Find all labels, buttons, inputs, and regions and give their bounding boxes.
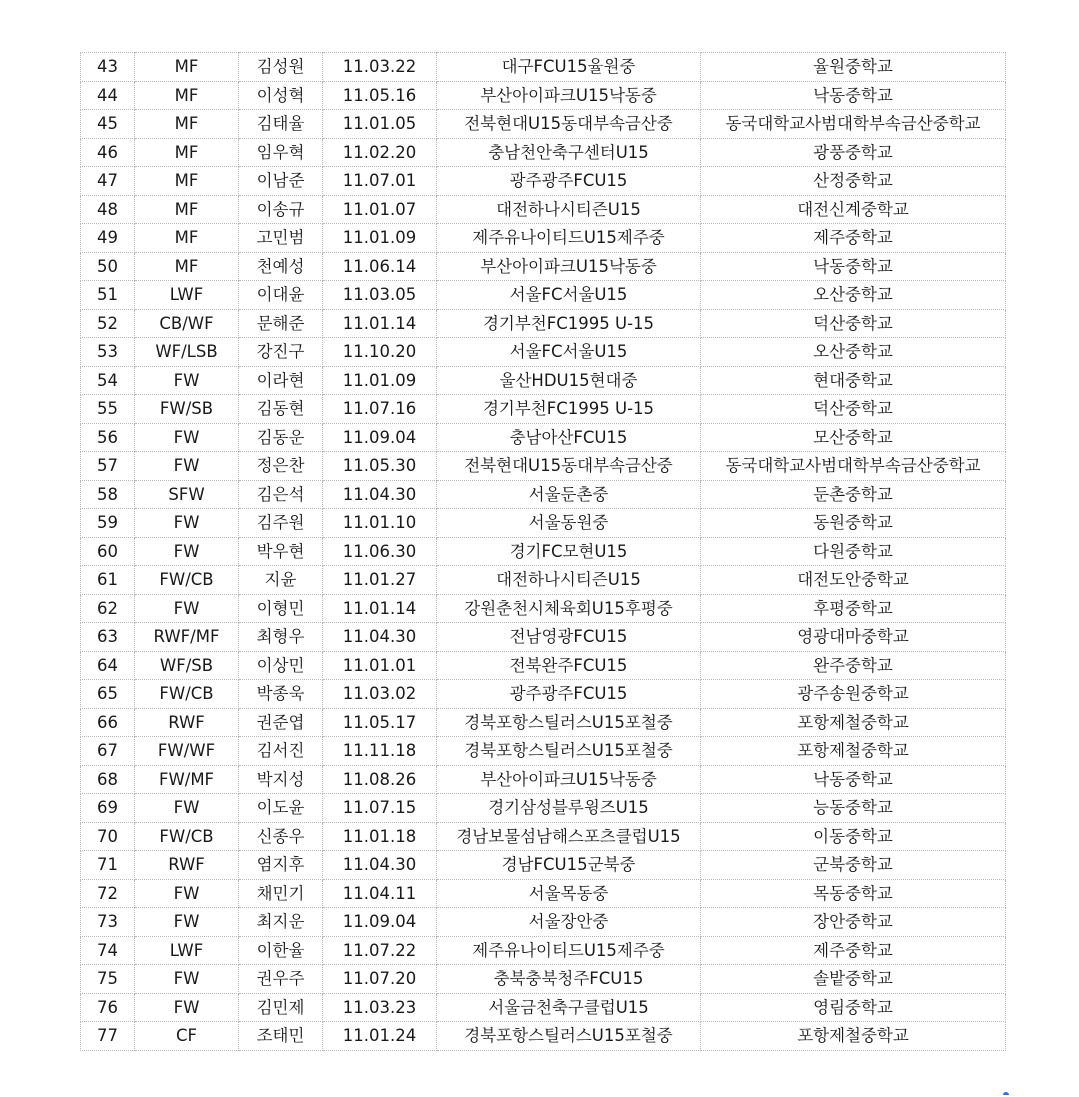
player-name-cell: 정은찬 [239,452,323,481]
player-school-cell: 대전도안중학교 [701,566,1006,595]
player-school-cell: 제주중학교 [701,224,1006,253]
table-row [81,794,1006,823]
table-row [81,708,1006,737]
table-row [81,395,1006,424]
player-name-cell: 김동운 [239,423,323,452]
player-position-cell: FW [135,965,239,994]
player-position-cell: RWF [135,708,239,737]
player-name-cell: 임우혁 [239,138,323,167]
player-position-cell: FW [135,794,239,823]
player-name-cell: 이송규 [239,195,323,224]
player-position-cell: SFW [135,480,239,509]
table-row [81,651,1006,680]
player-name-cell: 채민기 [239,879,323,908]
player-team-cell: 경북포항스틸러스U15포철중 [437,708,701,737]
player-number-cell: 43 [81,53,135,82]
player-position-cell: MF [135,138,239,167]
player-birthdate-cell: 11.07.01 [323,167,437,196]
player-birthdate-cell: 11.04.30 [323,480,437,509]
player-birthdate-cell: 11.02.20 [323,138,437,167]
player-number-cell: 49 [81,224,135,253]
table-row [81,737,1006,766]
player-birthdate-cell: 11.04.30 [323,851,437,880]
player-name-cell: 이형민 [239,594,323,623]
player-name-cell: 김태율 [239,110,323,139]
player-position-cell: MF [135,224,239,253]
player-name-cell: 고민범 [239,224,323,253]
player-name-cell: 최지운 [239,908,323,937]
player-position-cell: FW [135,879,239,908]
table-row [81,965,1006,994]
player-team-cell: 울산HDU15현대중 [437,366,701,395]
player-team-cell: 경북포항스틸러스U15포철중 [437,737,701,766]
player-number-cell: 70 [81,822,135,851]
player-school-cell: 솔밭중학교 [701,965,1006,994]
player-number-cell: 54 [81,366,135,395]
player-school-cell: 영림중학교 [701,993,1006,1022]
player-name-cell: 이대윤 [239,281,323,310]
player-position-cell: FW/WF [135,737,239,766]
player-number-cell: 74 [81,936,135,965]
player-name-cell: 박종욱 [239,680,323,709]
player-school-cell: 낙동중학교 [701,765,1006,794]
player-birthdate-cell: 11.01.18 [323,822,437,851]
player-birthdate-cell: 11.01.14 [323,594,437,623]
table-row [81,879,1006,908]
table-row [81,537,1006,566]
player-school-cell: 현대중학교 [701,366,1006,395]
player-school-cell: 영광대마중학교 [701,623,1006,652]
player-team-cell: 경기부천FC1995 U-15 [437,395,701,424]
player-birthdate-cell: 11.07.15 [323,794,437,823]
player-team-cell: 경기FC모현U15 [437,537,701,566]
player-name-cell: 강진구 [239,338,323,367]
player-number-cell: 65 [81,680,135,709]
player-position-cell: MF [135,110,239,139]
player-position-cell: RWF [135,851,239,880]
player-team-cell: 강원춘천시체육회U15후평중 [437,594,701,623]
player-name-cell: 천예성 [239,252,323,281]
player-name-cell: 김민제 [239,993,323,1022]
player-team-cell: 전북완주FCU15 [437,651,701,680]
page-corner-mark [1003,1092,1009,1095]
player-school-cell: 후평중학교 [701,594,1006,623]
player-position-cell: MF [135,53,239,82]
player-school-cell: 제주중학교 [701,936,1006,965]
table-row [81,110,1006,139]
table-row [81,53,1006,82]
player-birthdate-cell: 11.06.14 [323,252,437,281]
player-number-cell: 69 [81,794,135,823]
player-school-cell: 목동중학교 [701,879,1006,908]
table-row [81,566,1006,595]
player-number-cell: 47 [81,167,135,196]
player-name-cell: 권준엽 [239,708,323,737]
player-school-cell: 덕산중학교 [701,309,1006,338]
player-team-cell: 경남FCU15군북중 [437,851,701,880]
player-birthdate-cell: 11.09.04 [323,908,437,937]
player-number-cell: 66 [81,708,135,737]
player-name-cell: 문해준 [239,309,323,338]
player-birthdate-cell: 11.03.23 [323,993,437,1022]
player-position-cell: MF [135,195,239,224]
player-school-cell: 광풍중학교 [701,138,1006,167]
player-name-cell: 신종우 [239,822,323,851]
player-position-cell: FW [135,537,239,566]
player-number-cell: 68 [81,765,135,794]
player-name-cell: 이라현 [239,366,323,395]
player-team-cell: 제주유나이티드U15제주중 [437,936,701,965]
table-row [81,138,1006,167]
player-position-cell: FW/CB [135,822,239,851]
player-birthdate-cell: 11.01.07 [323,195,437,224]
player-position-cell: LWF [135,936,239,965]
player-team-cell: 부산아이파크U15낙동중 [437,765,701,794]
table-row [81,309,1006,338]
table-row [81,623,1006,652]
player-school-cell: 덕산중학교 [701,395,1006,424]
player-team-cell: 제주유나이티드U15제주중 [437,224,701,253]
player-team-cell: 경북포항스틸러스U15포철중 [437,1022,701,1051]
player-team-cell: 광주광주FCU15 [437,680,701,709]
player-school-cell: 낙동중학교 [701,81,1006,110]
table-row [81,822,1006,851]
player-team-cell: 대전하나시티즌U15 [437,195,701,224]
player-name-cell: 김주원 [239,509,323,538]
player-school-cell: 오산중학교 [701,281,1006,310]
player-name-cell: 박우현 [239,537,323,566]
player-position-cell: WF/SB [135,651,239,680]
player-position-cell: FW/CB [135,566,239,595]
player-position-cell: MF [135,167,239,196]
player-school-cell: 동국대학교사범대학부속금산중학교 [701,110,1006,139]
player-team-cell: 서울FC서울U15 [437,338,701,367]
player-birthdate-cell: 11.01.01 [323,651,437,680]
table-row [81,423,1006,452]
player-school-cell: 다원중학교 [701,537,1006,566]
table-row [81,993,1006,1022]
player-birthdate-cell: 11.10.20 [323,338,437,367]
player-team-cell: 경기부천FC1995 U-15 [437,309,701,338]
player-position-cell: FW/MF [135,765,239,794]
table-row [81,224,1006,253]
player-name-cell: 조태민 [239,1022,323,1051]
player-birthdate-cell: 11.03.22 [323,53,437,82]
player-number-cell: 73 [81,908,135,937]
player-number-cell: 72 [81,879,135,908]
player-number-cell: 50 [81,252,135,281]
player-position-cell: FW [135,993,239,1022]
player-team-cell: 전남영광FCU15 [437,623,701,652]
player-number-cell: 44 [81,81,135,110]
player-position-cell: CB/WF [135,309,239,338]
player-birthdate-cell: 11.06.30 [323,537,437,566]
player-number-cell: 67 [81,737,135,766]
player-school-cell: 장안중학교 [701,908,1006,937]
table-row [81,680,1006,709]
player-birthdate-cell: 11.03.05 [323,281,437,310]
player-number-cell: 77 [81,1022,135,1051]
player-team-cell: 서울동원중 [437,509,701,538]
player-team-cell: 대구FCU15율원중 [437,53,701,82]
player-school-cell: 오산중학교 [701,338,1006,367]
player-name-cell: 김은석 [239,480,323,509]
player-number-cell: 45 [81,110,135,139]
player-school-cell: 광주송원중학교 [701,680,1006,709]
player-school-cell: 동원중학교 [701,509,1006,538]
player-school-cell: 능동중학교 [701,794,1006,823]
player-number-cell: 59 [81,509,135,538]
player-birthdate-cell: 11.01.14 [323,309,437,338]
table-row [81,81,1006,110]
player-school-cell: 동국대학교사범대학부속금산중학교 [701,452,1006,481]
player-team-cell: 경남보물섬남해스포츠클럽U15 [437,822,701,851]
player-team-cell: 충남천안축구센터U15 [437,138,701,167]
player-school-cell: 포항제철중학교 [701,708,1006,737]
player-number-cell: 57 [81,452,135,481]
player-position-cell: LWF [135,281,239,310]
player-name-cell: 지윤 [239,566,323,595]
player-birthdate-cell: 11.08.26 [323,765,437,794]
player-position-cell: FW [135,908,239,937]
player-number-cell: 48 [81,195,135,224]
player-team-cell: 서울둔촌중 [437,480,701,509]
player-name-cell: 이남준 [239,167,323,196]
player-school-cell: 포항제철중학교 [701,737,1006,766]
player-birthdate-cell: 11.01.09 [323,224,437,253]
player-birthdate-cell: 11.01.10 [323,509,437,538]
player-birthdate-cell: 11.01.09 [323,366,437,395]
player-birthdate-cell: 11.07.20 [323,965,437,994]
player-birthdate-cell: 11.07.16 [323,395,437,424]
table-row [81,851,1006,880]
player-position-cell: FW [135,594,239,623]
player-school-cell: 율원중학교 [701,53,1006,82]
player-team-cell: 대전하나시티즌U15 [437,566,701,595]
player-birthdate-cell: 11.01.05 [323,110,437,139]
player-name-cell: 권우주 [239,965,323,994]
player-number-cell: 75 [81,965,135,994]
player-team-cell: 서울FC서울U15 [437,281,701,310]
table-row [81,338,1006,367]
table-row [81,252,1006,281]
player-name-cell: 염지후 [239,851,323,880]
player-school-cell: 이동중학교 [701,822,1006,851]
table-row [81,366,1006,395]
player-number-cell: 52 [81,309,135,338]
player-school-cell: 산정중학교 [701,167,1006,196]
table-row [81,480,1006,509]
player-position-cell: FW [135,509,239,538]
table-row [81,936,1006,965]
player-number-cell: 61 [81,566,135,595]
player-position-cell: RWF/MF [135,623,239,652]
table-row [81,908,1006,937]
player-team-cell: 부산아이파크U15낙동중 [437,252,701,281]
player-position-cell: WF/LSB [135,338,239,367]
player-team-cell: 서울금천축구클럽U15 [437,993,701,1022]
table-row [81,167,1006,196]
player-position-cell: MF [135,81,239,110]
table-row [81,1022,1006,1051]
player-team-cell: 충북충북청주FCU15 [437,965,701,994]
player-name-cell: 박지성 [239,765,323,794]
player-birthdate-cell: 11.01.27 [323,566,437,595]
player-birthdate-cell: 11.09.04 [323,423,437,452]
player-name-cell: 김서진 [239,737,323,766]
player-team-cell: 부산아이파크U15낙동중 [437,81,701,110]
player-birthdate-cell: 11.04.30 [323,623,437,652]
player-team-cell: 충남아산FCU15 [437,423,701,452]
player-school-cell: 모산중학교 [701,423,1006,452]
player-name-cell: 김동현 [239,395,323,424]
table-row [81,509,1006,538]
roster-body [81,53,1006,1051]
player-name-cell: 최형우 [239,623,323,652]
player-school-cell: 낙동중학교 [701,252,1006,281]
player-birthdate-cell: 11.05.30 [323,452,437,481]
player-team-cell: 경기삼성블루윙즈U15 [437,794,701,823]
table-row [81,281,1006,310]
player-number-cell: 63 [81,623,135,652]
player-team-cell: 광주광주FCU15 [437,167,701,196]
table-row [81,765,1006,794]
player-team-cell: 서울목동중 [437,879,701,908]
player-number-cell: 76 [81,993,135,1022]
player-number-cell: 60 [81,537,135,566]
player-team-cell: 전북현대U15동대부속금산중 [437,110,701,139]
player-number-cell: 62 [81,594,135,623]
player-position-cell: FW/SB [135,395,239,424]
player-position-cell: MF [135,252,239,281]
player-school-cell: 포항제철중학교 [701,1022,1006,1051]
player-birthdate-cell: 11.05.16 [323,81,437,110]
table-row [81,594,1006,623]
player-name-cell: 이상민 [239,651,323,680]
player-number-cell: 58 [81,480,135,509]
player-birthdate-cell: 11.01.24 [323,1022,437,1051]
player-birthdate-cell: 11.03.02 [323,680,437,709]
table-row [81,195,1006,224]
player-birthdate-cell: 11.05.17 [323,708,437,737]
player-team-cell: 전북현대U15동대부속금산중 [437,452,701,481]
player-birthdate-cell: 11.11.18 [323,737,437,766]
table-row [81,452,1006,481]
player-school-cell: 둔촌중학교 [701,480,1006,509]
player-number-cell: 64 [81,651,135,680]
player-name-cell: 이도윤 [239,794,323,823]
player-number-cell: 55 [81,395,135,424]
player-number-cell: 51 [81,281,135,310]
player-birthdate-cell: 11.07.22 [323,936,437,965]
player-position-cell: CF [135,1022,239,1051]
player-number-cell: 46 [81,138,135,167]
player-position-cell: FW [135,366,239,395]
player-school-cell: 군북중학교 [701,851,1006,880]
player-birthdate-cell: 11.04.11 [323,879,437,908]
player-number-cell: 56 [81,423,135,452]
player-position-cell: FW/CB [135,680,239,709]
player-name-cell: 이한율 [239,936,323,965]
player-name-cell: 이성혁 [239,81,323,110]
player-number-cell: 71 [81,851,135,880]
player-position-cell: FW [135,452,239,481]
player-name-cell: 김성원 [239,53,323,82]
player-school-cell: 완주중학교 [701,651,1006,680]
player-position-cell: FW [135,423,239,452]
player-roster-table [80,52,1006,1051]
player-team-cell: 서울장안중 [437,908,701,937]
player-school-cell: 대전신계중학교 [701,195,1006,224]
player-number-cell: 53 [81,338,135,367]
